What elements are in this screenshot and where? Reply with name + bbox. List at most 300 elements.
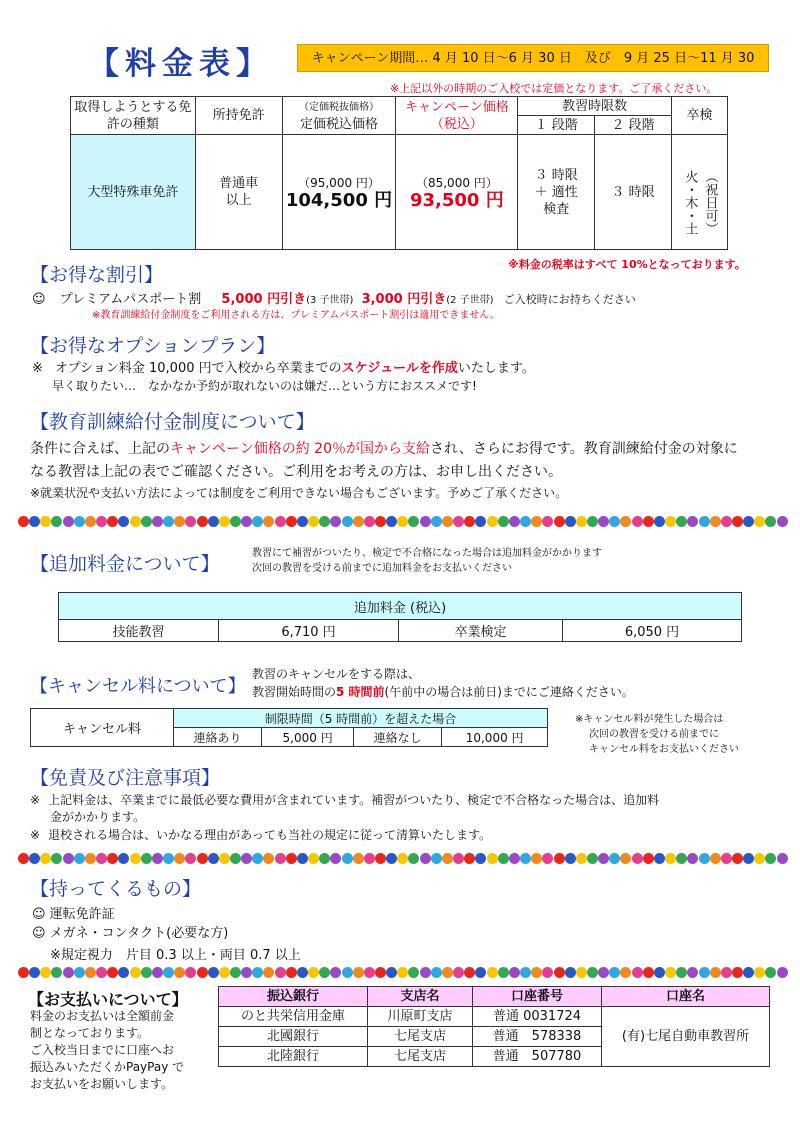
- decorative-dot: [721, 967, 732, 978]
- graduation-days: 火・木・土: [682, 170, 698, 235]
- decorative-dot: [475, 516, 486, 527]
- cancel-note-1: ※キャンセル料が発生した場合は: [575, 714, 724, 725]
- regular-price-excl: （95,000 円）: [298, 176, 380, 190]
- cancel-heading: 【キャンセル料について】: [30, 676, 246, 697]
- decorative-dot: [319, 853, 330, 864]
- decorative-dot: [308, 967, 319, 978]
- cancel-desc-1: 教習のキャンセルをする際は、: [252, 667, 421, 681]
- decorative-dot: [509, 853, 520, 864]
- additional-heading: 【追加料金について】: [30, 553, 220, 575]
- decorative-dot: [85, 516, 96, 527]
- decorative-dot: [765, 853, 776, 864]
- decorative-dot: [498, 967, 509, 978]
- decorative-dot: [620, 967, 631, 978]
- header-campaign-price: キャンペーン価格（税込）: [396, 97, 518, 135]
- regular-price-value: 104,500 円: [285, 190, 393, 211]
- graduation-test-fee: 6,050 円: [563, 620, 742, 642]
- decorative-dot: [342, 967, 353, 978]
- discount-kids-3: (3 子世帯): [306, 295, 354, 306]
- decorative-dot: [63, 967, 74, 978]
- decorative-dot: [197, 853, 208, 864]
- decorative-dot: [442, 853, 453, 864]
- decorative-dot: [29, 516, 40, 527]
- no-contact-label: 連絡なし: [354, 728, 442, 747]
- decorative-dot: [330, 967, 341, 978]
- cancel-fee-label: キャンセル料: [31, 709, 174, 747]
- bank-name: のと共栄信用金庫: [219, 1007, 368, 1027]
- decorative-dot: [520, 516, 531, 527]
- decorative-dot: [576, 516, 587, 527]
- page-title: 【料金表】: [88, 46, 273, 82]
- dot-divider: [18, 967, 788, 979]
- bring-item-glasses: ☺ メガネ・コンタクト(必要な方): [32, 926, 229, 941]
- decorative-dot: [63, 516, 74, 527]
- option-line-2: 早く取りたい… なかなか予約が取れないのは嫌だ…という方におススメです!: [52, 379, 477, 393]
- decorative-dot: [40, 516, 51, 527]
- payment-desc-4: 振込みいただくかPayPay で: [30, 1060, 185, 1074]
- decorative-dot: [464, 967, 475, 978]
- header-bank: 振込銀行: [219, 987, 368, 1007]
- decorative-dot: [286, 853, 297, 864]
- decorative-dot: [620, 516, 631, 527]
- decorative-dot: [632, 967, 643, 978]
- discount-amount-2: 3,000 円引き: [361, 292, 447, 307]
- decorative-dot: [252, 516, 263, 527]
- decorative-dot: [565, 967, 576, 978]
- decorative-dot: [353, 967, 364, 978]
- cancel-note-2: 次回の教習を受ける前までに: [589, 729, 719, 740]
- decorative-dot: [18, 853, 29, 864]
- training-heading: 【教育訓練給付金制度について】: [30, 411, 315, 433]
- cancel-description: [252, 665, 634, 701]
- decorative-dot: [40, 853, 51, 864]
- decorative-dot: [654, 853, 665, 864]
- no-contact-fee: 10,000 円: [442, 728, 548, 747]
- header-branch: 支店名: [368, 987, 473, 1007]
- decorative-dot: [687, 853, 698, 864]
- decorative-dot: [509, 967, 520, 978]
- decorative-dot: [710, 967, 721, 978]
- decorative-dot: [397, 516, 408, 527]
- decorative-dot: [252, 853, 263, 864]
- decorative-dot: [18, 516, 29, 527]
- bank-name: 北國銀行: [219, 1027, 368, 1047]
- decorative-dot: [721, 516, 732, 527]
- decorative-dot: [676, 853, 687, 864]
- header-account-number: 口座番号: [473, 987, 602, 1007]
- payment-heading: 【お支払いについて】: [28, 990, 188, 1009]
- header-regular-price: [282, 97, 396, 135]
- decorative-dot: [85, 967, 96, 978]
- disclaimer-item-2: [30, 826, 491, 843]
- decorative-dot: [721, 853, 732, 864]
- decorative-dot: [275, 853, 286, 864]
- decorative-dot: [197, 516, 208, 527]
- decorative-dot: [397, 967, 408, 978]
- decorative-dot: [364, 853, 375, 864]
- dot-divider: [18, 853, 788, 865]
- decorative-dot: [185, 853, 196, 864]
- decorative-dot: [609, 967, 620, 978]
- bank-account-table: [218, 986, 770, 1067]
- with-contact-fee: 5,000 円: [262, 728, 354, 747]
- training-paragraph-1: [30, 438, 738, 458]
- decorative-dot: [509, 516, 520, 527]
- decorative-dot: [487, 853, 498, 864]
- branch-name: 七尾支店: [368, 1027, 473, 1047]
- decorative-dot: [96, 967, 107, 978]
- decorative-dot: [732, 516, 743, 527]
- account-number: 普通 507780: [473, 1047, 602, 1067]
- decorative-dot: [118, 516, 129, 527]
- decorative-dot: [375, 967, 386, 978]
- account-number: 普通 578338: [473, 1027, 602, 1047]
- decorative-dot: [353, 853, 364, 864]
- option-line-1: [32, 357, 535, 376]
- decorative-dot: [297, 516, 308, 527]
- header-graduation-test: 卒検: [671, 97, 727, 135]
- decorative-dot: [531, 967, 542, 978]
- skill-lesson-label: 技能教習: [59, 620, 219, 642]
- header-stage-2: ２ 段階: [595, 116, 672, 135]
- decorative-dot: [174, 967, 185, 978]
- graduation-days-cell: [671, 135, 727, 250]
- decorative-dot: [241, 516, 252, 527]
- bank-name: 北陸銀行: [219, 1047, 368, 1067]
- decorative-dot: [665, 853, 676, 864]
- decorative-dot: [408, 967, 419, 978]
- regular-price-cell: [282, 135, 396, 250]
- decorative-dot: [765, 967, 776, 978]
- decorative-dot: [163, 516, 174, 527]
- training-paragraph-2: なる教習は上記の表でご確認ください。ご利用をお考えの方は、お申し出ください。: [30, 464, 562, 480]
- cancel-desc-2a: 教習開始時間の: [252, 685, 337, 699]
- decorative-dot: [754, 516, 765, 527]
- decorative-dot: [576, 967, 587, 978]
- decorative-dot: [185, 516, 196, 527]
- decorative-dot: [230, 516, 241, 527]
- decorative-dot: [676, 967, 687, 978]
- decorative-dot: [475, 853, 486, 864]
- decorative-dot: [319, 967, 330, 978]
- decorative-dot: [420, 853, 431, 864]
- decorative-dot: [609, 516, 620, 527]
- campaign-price-value: 93,500 円: [410, 190, 504, 211]
- branch-name: 川原町支店: [368, 1007, 473, 1027]
- decorative-dot: [174, 853, 185, 864]
- training-text-highlight: キャンペーン価格の約 20％が国から支給: [170, 441, 430, 457]
- discount-heading: 【お得な割引】: [30, 264, 164, 286]
- decorative-dot: [431, 967, 442, 978]
- decorative-dot: [632, 853, 643, 864]
- decorative-dot: [442, 967, 453, 978]
- decorative-dot: [107, 853, 118, 864]
- payment-desc-5: お支払いをお願いします。: [30, 1077, 174, 1091]
- decorative-dot: [107, 967, 118, 978]
- decorative-dot: [375, 516, 386, 527]
- cancel-desc-2: [252, 683, 634, 701]
- decorative-dot: [487, 516, 498, 527]
- decorative-dot: [777, 516, 788, 527]
- decorative-dot: [699, 853, 710, 864]
- license-kind-cell: 大型特殊車免許: [71, 135, 196, 250]
- option-text-highlight: スケジュールを作成: [341, 361, 458, 376]
- decorative-dot: [286, 967, 297, 978]
- decorative-dot: [29, 853, 40, 864]
- decorative-dot: [408, 516, 419, 527]
- with-contact-label: 連絡あり: [174, 728, 262, 747]
- decorative-dot: [130, 967, 141, 978]
- decorative-dot: [743, 516, 754, 527]
- decorative-dot: [475, 967, 486, 978]
- additional-table-title: 追加料金 (税込): [59, 593, 742, 620]
- held-license-cell: 普通車以上: [195, 135, 282, 250]
- decorative-dot: [319, 516, 330, 527]
- decorative-dot: [96, 516, 107, 527]
- decorative-dot: [531, 516, 542, 527]
- decorative-dot: [174, 516, 185, 527]
- decorative-dot: [118, 967, 129, 978]
- option-mark: ※: [32, 361, 43, 376]
- decorative-dot: [74, 853, 85, 864]
- decorative-dot: [219, 967, 230, 978]
- decorative-dot: [598, 853, 609, 864]
- decorative-dot: [598, 516, 609, 527]
- decorative-dot: [464, 516, 475, 527]
- cancel-note-3: キャンセル料をお支払いください: [589, 744, 739, 755]
- decorative-dot: [765, 516, 776, 527]
- header-lesson-hours: 教習時限数: [518, 97, 672, 116]
- additional-desc-1: 教習にて補習がついたり、検定で不合格になった場合は追加料金がかかります: [252, 548, 602, 559]
- decorative-dot: [732, 967, 743, 978]
- dot-divider: [18, 516, 788, 528]
- decorative-dot: [710, 853, 721, 864]
- decorative-dot: [263, 967, 274, 978]
- decorative-dot: [342, 516, 353, 527]
- discount-note: ※教育訓練給付金制度をご利用される方は、プレミアムパスポート割引は適用できません。: [92, 310, 500, 321]
- decorative-dot: [130, 516, 141, 527]
- decorative-dot: [63, 853, 74, 864]
- decorative-dot: [51, 516, 62, 527]
- header-account-name: 口座名: [602, 987, 770, 1007]
- decorative-dot: [453, 853, 464, 864]
- account-name: (有)七尾自動車教習所: [602, 1007, 770, 1067]
- skill-lesson-fee: 6,710 円: [219, 620, 399, 642]
- decorative-dot: [620, 853, 631, 864]
- decorative-dot: [230, 853, 241, 864]
- header-stage-1: １ 段階: [518, 116, 595, 135]
- decorative-dot: [364, 516, 375, 527]
- decorative-dot: [263, 516, 274, 527]
- decorative-dot: [219, 516, 230, 527]
- decorative-dot: [197, 967, 208, 978]
- disclaimer-mark-2: ※: [30, 828, 41, 842]
- decorative-dot: [498, 516, 509, 527]
- decorative-dot: [699, 967, 710, 978]
- decorative-dot: [632, 516, 643, 527]
- decorative-dot: [364, 967, 375, 978]
- decorative-dot: [520, 967, 531, 978]
- decorative-dot: [442, 516, 453, 527]
- decorative-dot: [74, 516, 85, 527]
- header-held-license: 所持免許: [195, 97, 282, 135]
- campaign-price-excl: （85,000 円）: [415, 176, 498, 190]
- decorative-dot: [241, 967, 252, 978]
- decorative-dot: [29, 967, 40, 978]
- option-heading: 【お得なオプションプラン】: [30, 335, 276, 357]
- decorative-dot: [665, 516, 676, 527]
- discount-label: プレミアムパスポート割: [59, 292, 202, 307]
- decorative-dot: [453, 967, 464, 978]
- decorative-dot: [308, 853, 319, 864]
- decorative-dot: [297, 967, 308, 978]
- disclaimer-text-2: 退校される場合は、いかなる理由があっても当社の規定に従って清算いたします。: [48, 828, 491, 842]
- bring-item-license: ☺ 運転免許証: [32, 907, 115, 922]
- decorative-dot: [687, 967, 698, 978]
- decorative-dot: [130, 853, 141, 864]
- decorative-dot: [587, 516, 598, 527]
- cancel-fee-table: [30, 708, 548, 747]
- decorative-dot: [743, 853, 754, 864]
- discount-line: [32, 288, 636, 307]
- decorative-dot: [587, 853, 598, 864]
- decorative-dot: [208, 853, 219, 864]
- decorative-dot: [743, 967, 754, 978]
- cancel-note: [575, 712, 739, 757]
- decorative-dot: [330, 516, 341, 527]
- decorative-dot: [208, 516, 219, 527]
- decorative-dot: [420, 967, 431, 978]
- decorative-dot: [453, 516, 464, 527]
- decorative-dot: [208, 967, 219, 978]
- discount-kids-2: (2 子世帯): [446, 295, 494, 306]
- decorative-dot: [152, 853, 163, 864]
- decorative-dot: [431, 516, 442, 527]
- decorative-dot: [531, 853, 542, 864]
- decorative-dot: [375, 853, 386, 864]
- decorative-dot: [386, 967, 397, 978]
- decorative-dot: [609, 853, 620, 864]
- smile-icon: ☺: [32, 292, 46, 307]
- disclaimer-text-1b: 金がかかります。: [50, 810, 146, 824]
- stage-1-cell: ３ 時限 ＋ 適性検査: [518, 135, 595, 250]
- training-text-a: 条件に合えば、上記の: [30, 441, 170, 457]
- decorative-dot: [487, 967, 498, 978]
- training-text-c: され、さらにお得です。教育訓練給付金の対象に: [429, 441, 738, 457]
- decorative-dot: [386, 516, 397, 527]
- decorative-dot: [252, 967, 263, 978]
- decorative-dot: [275, 516, 286, 527]
- decorative-dot: [587, 967, 598, 978]
- training-note: ※就業状況や支払い方法によっては制度をご利用できない場合もございます。予めご了承ください。: [30, 486, 568, 500]
- option-text-a: オプション料金 10,000 円で入校から卒業までの: [55, 361, 342, 376]
- decorative-dot: [141, 516, 152, 527]
- decorative-dot: [464, 853, 475, 864]
- payment-desc-2: 制となっております。: [30, 1026, 150, 1040]
- decorative-dot: [342, 853, 353, 864]
- decorative-dot: [297, 853, 308, 864]
- decorative-dot: [754, 853, 765, 864]
- decorative-dot: [141, 967, 152, 978]
- option-text-c: いたします。: [457, 361, 535, 376]
- graduation-test-label: 卒業検定: [399, 620, 563, 642]
- bring-heading: 【持ってくるもの】: [30, 878, 202, 900]
- payment-desc-1: 料金のお支払いは全額前金: [30, 1009, 175, 1023]
- decorative-dot: [18, 967, 29, 978]
- decorative-dot: [554, 967, 565, 978]
- stage-2-cell: ３ 時限: [595, 135, 672, 250]
- tax-note: ※料金の税率はすべて 10%となっております。: [508, 258, 746, 271]
- decorative-dot: [96, 853, 107, 864]
- decorative-dot: [308, 516, 319, 527]
- decorative-dot: [420, 516, 431, 527]
- decorative-dot: [498, 853, 509, 864]
- cancel-desc-2c: (午前中の場合は前日)までにご連絡ください。: [384, 685, 634, 699]
- header-price-excl-tax: （定価税抜価格）: [299, 101, 379, 113]
- account-number: 普通 0031724: [473, 1007, 602, 1027]
- decorative-dot: [386, 853, 397, 864]
- additional-fee-table: [58, 592, 742, 642]
- decorative-dot: [107, 516, 118, 527]
- additional-description: [252, 546, 602, 576]
- decorative-dot: [152, 967, 163, 978]
- decorative-dot: [408, 853, 419, 864]
- header-price-incl-tax: 定価税込価格: [299, 116, 378, 132]
- decorative-dot: [777, 967, 788, 978]
- campaign-price-cell: [396, 135, 518, 250]
- decorative-dot: [565, 853, 576, 864]
- discount-amount-3: 5,000 円引き: [221, 292, 307, 307]
- decorative-dot: [330, 853, 341, 864]
- decorative-dot: [286, 516, 297, 527]
- decorative-dot: [554, 516, 565, 527]
- decorative-dot: [40, 967, 51, 978]
- decorative-dot: [51, 853, 62, 864]
- decorative-dot: [777, 853, 788, 864]
- disclaimer-text-1a: 上記料金は、卒業までに最低必要な費用が含まれています。補習がついたり、検定で不合格なった場合は、追加料: [48, 793, 660, 807]
- payment-description: [30, 1008, 184, 1093]
- decorative-dot: [654, 967, 665, 978]
- decorative-dot: [397, 853, 408, 864]
- decorative-dot: [241, 853, 252, 864]
- decorative-dot: [520, 853, 531, 864]
- decorative-dot: [163, 967, 174, 978]
- decorative-dot: [732, 853, 743, 864]
- decorative-dot: [431, 853, 442, 864]
- decorative-dot: [554, 853, 565, 864]
- cancel-deadline: 5 時間前: [336, 685, 385, 699]
- disclaimer-mark-1: ※: [30, 793, 41, 807]
- decorative-dot: [676, 516, 687, 527]
- discount-bring: ご入校時にお持ちください: [503, 293, 636, 306]
- decorative-dot: [665, 967, 676, 978]
- decorative-dot: [141, 853, 152, 864]
- decorative-dot: [576, 853, 587, 864]
- cancel-over-limit: 制限時間（5 時間前）を超えた場合: [174, 709, 548, 728]
- decorative-dot: [275, 967, 286, 978]
- decorative-dot: [219, 853, 230, 864]
- payment-desc-3: ご入校当日までに口座へお: [30, 1043, 175, 1057]
- decorative-dot: [754, 967, 765, 978]
- disclaimer-heading: 【免責及び注意事項】: [30, 767, 221, 789]
- decorative-dot: [687, 516, 698, 527]
- campaign-period-banner: キャンペーン期間… 4 月 10 日〜6 月 30 日 及び 9 月 25 日〜11 月 30: [297, 44, 769, 72]
- decorative-dot: [118, 853, 129, 864]
- decorative-dot: [542, 853, 553, 864]
- decorative-dot: [542, 967, 553, 978]
- additional-desc-2: 次回の教習を受ける前までに追加料金をお支払いください: [252, 563, 512, 574]
- decorative-dot: [85, 853, 96, 864]
